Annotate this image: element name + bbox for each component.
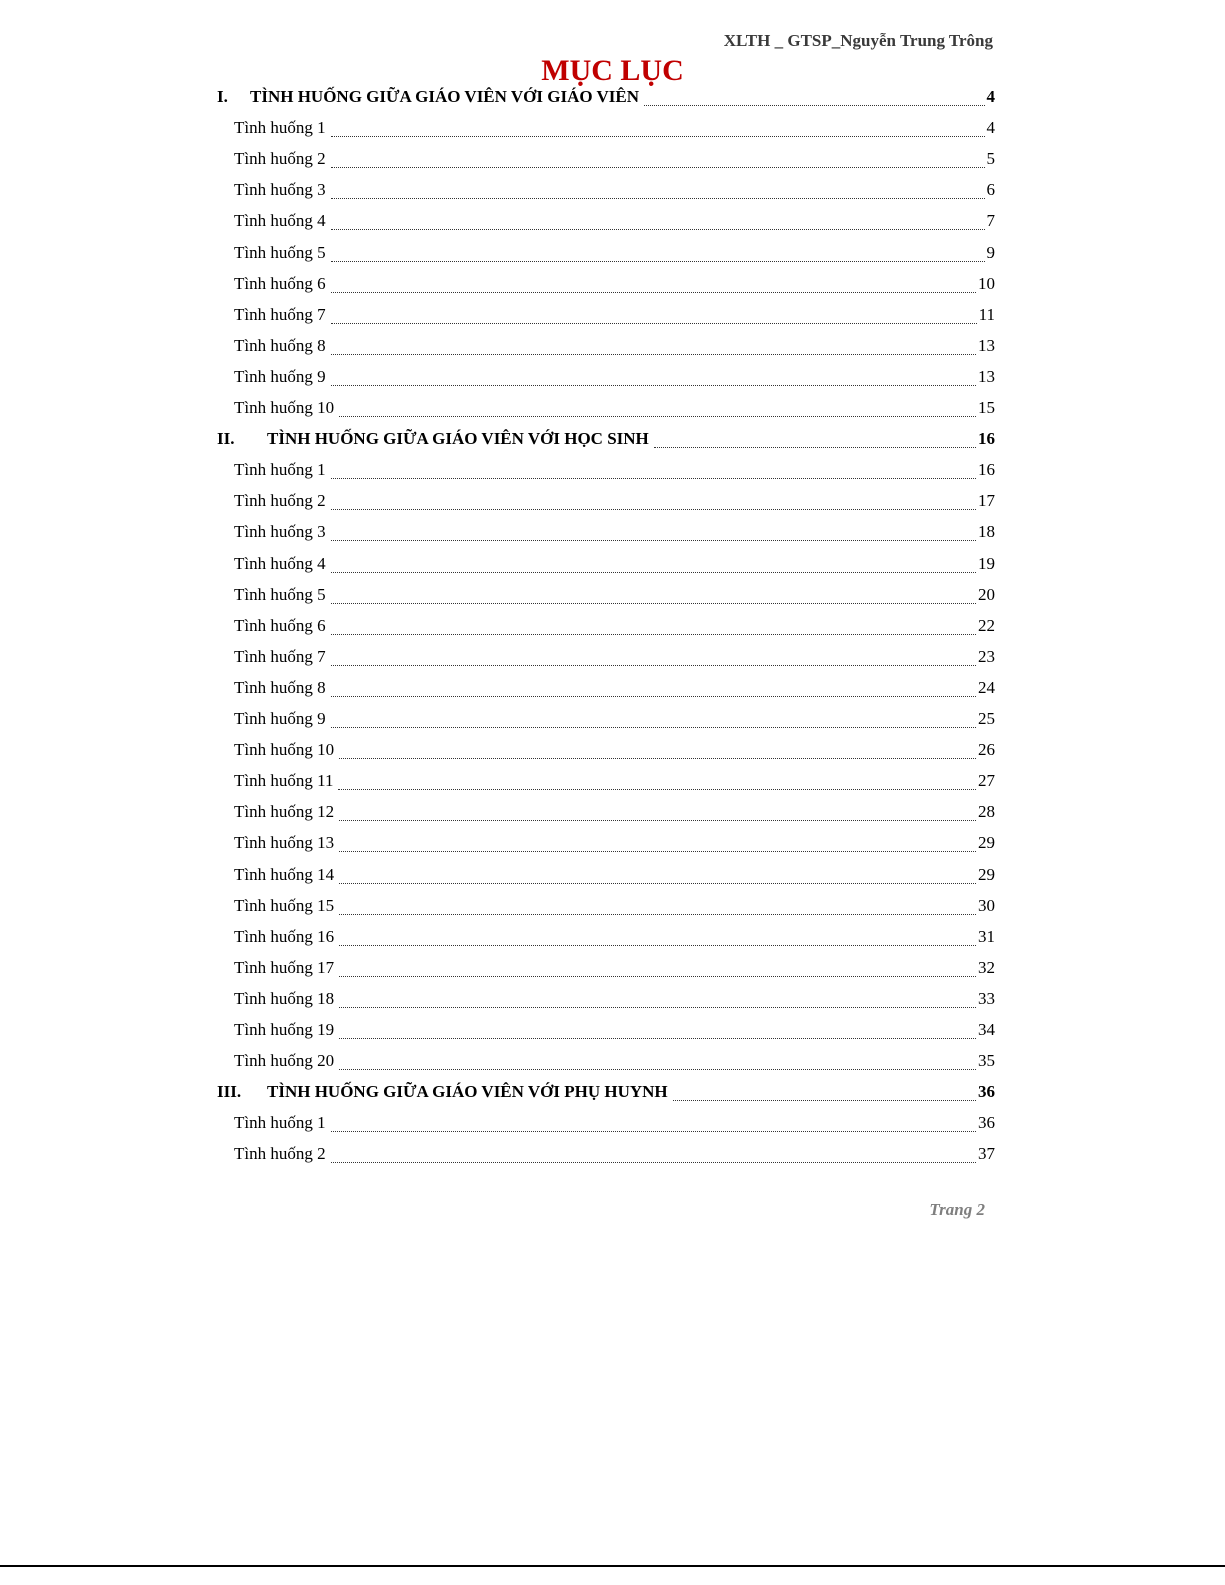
toc-section-row[interactable] — [217, 1082, 995, 1106]
toc-entry-label: Tình huống 1 — [234, 460, 326, 480]
toc-dot-leader — [644, 105, 984, 106]
toc-dot-leader — [339, 883, 976, 884]
toc-entry-row[interactable] — [234, 1020, 995, 1044]
toc-dot-leader — [654, 447, 976, 448]
toc-dot-leader — [339, 851, 976, 852]
page-title: MỤC LỤC — [541, 54, 684, 87]
toc-entry-row[interactable] — [234, 1051, 995, 1075]
toc-dot-leader — [331, 229, 985, 230]
toc-entry-label: Tình huống 15 — [234, 895, 335, 915]
toc-entry-label: Tình huống 9 — [234, 366, 326, 386]
toc-section-title: TÌNH HUỐNG GIỮA GIÁO VIÊN VỚI PHỤ HUYNH — [267, 1082, 668, 1102]
toc-dot-leader — [331, 354, 976, 355]
toc-entry-label: Tình huống 10 — [234, 740, 335, 760]
toc-entry-label: Tình huống 19 — [234, 1020, 335, 1039]
toc-dot-leader — [331, 167, 985, 168]
toc-entry-row[interactable] — [234, 367, 995, 391]
toc-page-number: 9 — [986, 242, 995, 262]
toc-entry-label: Tình huống 2 — [234, 149, 326, 169]
toc-entry-row[interactable] — [234, 118, 995, 142]
toc-dot-leader — [338, 789, 976, 790]
toc-entry-label: Tình huống 6 — [234, 273, 326, 293]
toc-entry-row[interactable] — [234, 180, 995, 204]
toc-page-number: 18 — [978, 522, 995, 542]
toc-dot-leader — [339, 758, 976, 759]
toc-dot-leader — [339, 820, 976, 821]
toc-page-number: 17 — [978, 491, 995, 511]
toc-page-number: 36 — [978, 1082, 995, 1102]
toc-page-number: 32 — [978, 957, 995, 977]
toc-entry-row[interactable] — [234, 336, 995, 360]
toc-page-number: 22 — [978, 615, 995, 635]
toc-dot-leader — [331, 665, 976, 666]
toc-section-row[interactable] — [217, 429, 995, 453]
toc-page-number: 20 — [978, 584, 995, 604]
page-bottom-border — [0, 1565, 1225, 1567]
toc-entry-label: Tình huống 6 — [234, 615, 326, 635]
toc-page-number: 35 — [978, 1051, 995, 1071]
toc-dot-leader — [331, 727, 976, 728]
toc-page-number: 28 — [978, 802, 995, 822]
toc-dot-leader — [331, 1131, 976, 1132]
toc-entry-row[interactable] — [234, 585, 995, 609]
toc-dot-leader — [673, 1100, 976, 1101]
toc-dot-leader — [331, 696, 976, 697]
toc-entry-label: Tình huống 8 — [234, 677, 326, 697]
toc-entry-label: Tình huống 3 — [234, 522, 326, 542]
toc-page-number: 6 — [986, 180, 995, 200]
toc-page-number: 27 — [978, 771, 995, 791]
toc-page-number: 30 — [978, 895, 995, 915]
toc-page-number: 23 — [978, 646, 995, 666]
toc-page-number: 4 — [986, 87, 995, 106]
toc-dot-leader — [331, 509, 976, 510]
toc-entry-row[interactable] — [234, 647, 995, 671]
toc-section-title: TÌNH HUỐNG GIỮA GIÁO VIÊN VỚI HỌC SINH — [267, 429, 649, 449]
toc-page-number: 16 — [978, 429, 995, 449]
toc-dot-leader — [331, 634, 976, 635]
toc-entry-label: Tình huống 5 — [234, 242, 326, 262]
toc-entry-label: Tình huống 2 — [234, 1144, 326, 1164]
toc-entry-label: Tình huống 13 — [234, 833, 335, 853]
toc-dot-leader — [339, 416, 976, 417]
toc-dot-leader — [331, 572, 976, 573]
toc-page-number: 7 — [986, 211, 995, 231]
toc-page-number: 37 — [978, 1144, 995, 1164]
toc-entry-row[interactable] — [234, 709, 995, 733]
toc-entry-row[interactable] — [234, 149, 995, 173]
toc-entry-row[interactable] — [234, 1144, 995, 1168]
toc-page-number: 4 — [986, 118, 995, 138]
toc-section-number: III. — [217, 1082, 242, 1102]
toc-entry-row[interactable] — [234, 678, 995, 702]
toc-dot-leader — [339, 1069, 976, 1070]
toc-section-number: I. — [217, 87, 228, 106]
page-footer: Trang 2 — [929, 1200, 985, 1219]
toc-entry-label: Tình huống 7 — [234, 304, 326, 324]
toc-dot-leader — [331, 323, 977, 324]
toc-entry-label: Tình huống 1 — [234, 1113, 326, 1133]
toc-entry-row[interactable] — [234, 740, 995, 764]
toc-entry-label: Tình huống 4 — [234, 553, 326, 573]
toc-dot-leader — [331, 603, 976, 604]
toc-entry-row[interactable] — [234, 491, 995, 515]
toc-dot-leader — [331, 261, 985, 262]
toc-entry-row[interactable] — [234, 802, 995, 826]
toc-dot-leader — [339, 1038, 976, 1039]
toc-page-number: 19 — [978, 553, 995, 573]
toc-dot-leader — [331, 478, 976, 479]
toc-entry-label: Tình huống 14 — [234, 864, 335, 884]
toc-entry-label: Tình huống 10 — [234, 398, 335, 417]
toc-entry-row[interactable] — [234, 989, 995, 1013]
toc-entry-label: Tình huống 3 — [234, 180, 326, 200]
toc-entry-row[interactable] — [234, 771, 995, 795]
toc-entry-row[interactable] — [234, 274, 995, 298]
toc-dot-leader — [339, 976, 976, 977]
toc-page-number: 11 — [978, 304, 995, 324]
toc-page-number: 13 — [978, 366, 995, 386]
toc-page-number: 15 — [978, 398, 995, 417]
toc-page-number: 13 — [978, 335, 995, 355]
toc-section-row[interactable] — [217, 87, 995, 111]
toc-page-number: 29 — [978, 864, 995, 884]
toc-page-number: 33 — [978, 988, 995, 1008]
toc-dot-leader — [339, 945, 976, 946]
toc-dot-leader — [331, 136, 985, 137]
toc-entry-label: Tình huống 20 — [234, 1051, 335, 1071]
toc-entry-row[interactable] — [234, 833, 995, 857]
toc-entry-label: Tình huống 7 — [234, 646, 326, 666]
toc-entry-label: Tình huống 8 — [234, 335, 326, 355]
toc-page-number: 31 — [978, 926, 995, 946]
toc-dot-leader — [339, 1007, 976, 1008]
toc-page-number: 16 — [978, 460, 995, 480]
toc-entry-row[interactable] — [234, 243, 995, 267]
toc-dot-leader — [331, 385, 976, 386]
toc-entry-label: Tình huống 12 — [234, 802, 335, 822]
toc-page-number: 36 — [978, 1113, 995, 1133]
toc-entry-row[interactable] — [234, 1113, 995, 1137]
toc-page-number: 10 — [978, 273, 995, 293]
toc-entry-label: Tình huống 18 — [234, 988, 335, 1008]
toc-section-title: TÌNH HUỐNG GIỮA GIÁO VIÊN VỚI GIÁO VIÊN — [250, 87, 640, 106]
toc-dot-leader — [339, 914, 976, 915]
toc-entry-label: Tình huống 1 — [234, 118, 326, 138]
toc-page-number: 29 — [978, 833, 995, 853]
toc-page-number: 34 — [978, 1020, 995, 1039]
toc-dot-leader — [331, 292, 976, 293]
toc-entry-label: Tình huống 2 — [234, 491, 326, 511]
toc-entry-row[interactable] — [234, 211, 995, 235]
toc-entry-row[interactable] — [234, 927, 995, 951]
toc-entry-row[interactable] — [234, 865, 995, 889]
toc-entry-row[interactable] — [234, 460, 995, 484]
toc-dot-leader — [331, 1162, 976, 1163]
toc-page-number: 25 — [978, 709, 995, 728]
toc-page-number: 24 — [978, 677, 995, 697]
toc-entry-row[interactable] — [234, 305, 995, 329]
toc-section-number: II. — [217, 429, 235, 449]
toc-entry-label: Tình huống 9 — [234, 709, 326, 728]
toc-entry-label: Tình huống 4 — [234, 211, 326, 231]
toc-entry-row[interactable] — [234, 896, 995, 920]
toc-entry-label: Tình huống 5 — [234, 584, 326, 604]
toc-entry-label: Tình huống 11 — [234, 771, 334, 791]
toc-dot-leader — [331, 540, 976, 541]
toc-entry-row[interactable] — [234, 398, 995, 422]
page-header: XLTH _ GTSP_Nguyễn Trung Trông — [723, 31, 993, 50]
toc-entry-label: Tình huống 17 — [234, 957, 335, 977]
toc-entry-label: Tình huống 16 — [234, 926, 335, 946]
toc-dot-leader — [331, 198, 985, 199]
toc-page-number: 26 — [978, 740, 995, 760]
toc-entry-row[interactable] — [234, 958, 995, 982]
toc-entry-row[interactable] — [234, 616, 995, 640]
toc-entry-row[interactable] — [234, 522, 995, 546]
toc-entry-row[interactable] — [234, 554, 995, 578]
toc-page-number: 5 — [986, 149, 995, 169]
